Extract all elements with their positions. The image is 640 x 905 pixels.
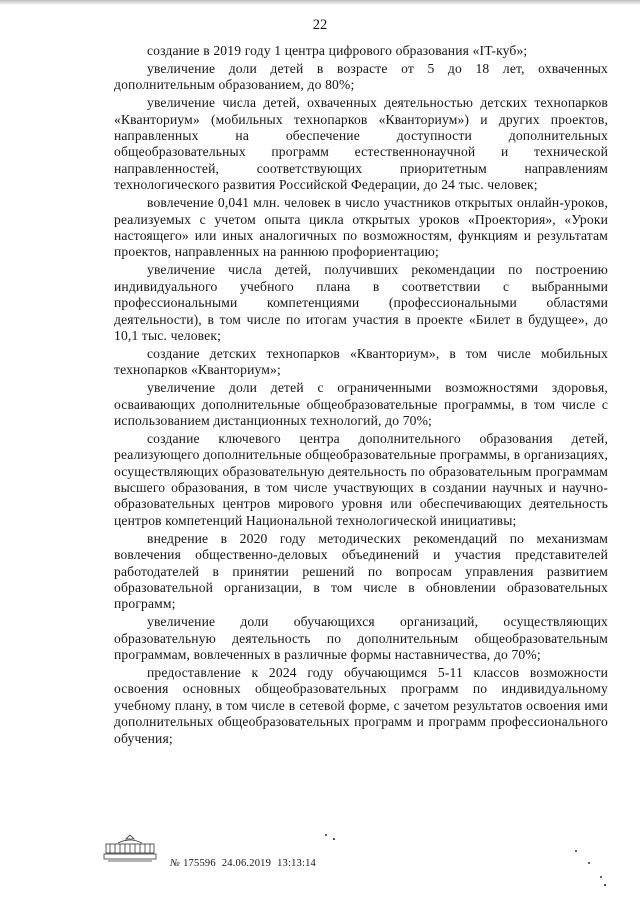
paragraph-10: увеличение доли обучающихся организаций, осуществляющих образовательную деятельность по дополнительным общеобразовательным программам, вовлеченных в различные формы наставничества, до 70%; xyxy=(114,614,608,663)
scan-edge xyxy=(0,0,640,5)
scan-speck xyxy=(604,884,606,886)
paragraph-6: создание детских технопарков «Кванториум», в том числе мобильных технопарков «Кванториум»; xyxy=(114,345,608,378)
document-body xyxy=(114,43,608,749)
scan-speck xyxy=(325,834,327,836)
paragraph-7: увеличение доли детей с ограниченными возможностями здоровья, осваивающих дополнительные общеобразовательные программы, в том числе с использованием дистанционных технологий, до 70%; xyxy=(114,380,608,428)
document-number: 175596 xyxy=(183,858,216,869)
paragraph-4: вовлечение 0,041 млн. человек в число участников открытых онлайн-уроков, реализуемых с учетом опыта цикла открытых уроков «Проектория», «Уроки настоящего» или иных аналогичных по возможностям, функциям и результатам проектов, направленных на раннюю профориентацию; xyxy=(114,195,608,260)
government-seal-icon xyxy=(100,833,160,863)
paragraph-11: предоставление к 2024 году обучающимся 5-11 классов возможности освоения основных общеобразовательных программ по индивидуальному учебному плану, в том числе в сетевой форме, с зачетом результатов освоения ими дополнительных общеобразовательных программ и программ профессионального обучения; xyxy=(114,665,608,746)
document-footer xyxy=(0,828,640,905)
paragraph-1: создание в 2019 году 1 центра цифрового образования «IT-куб»; xyxy=(147,43,528,58)
page-number: 22 xyxy=(312,17,328,33)
paragraph-5: увеличение числа детей, получивших рекомендации по построению индивидуального учебного плана в соответствии с выбранными профессиональными компетенциями (профессиональными областями деятельности), в том числе по итогам участия в проекте «Билет в будущее», до 10,1 тыс. человек; xyxy=(114,262,608,343)
scan-speck xyxy=(333,838,335,840)
paragraph-2: увеличение доли детей в возрасте от 5 до 18 лет, охваченных дополнительным образованием, до 80%; xyxy=(114,60,608,93)
scan-speck xyxy=(588,862,590,864)
document-date: 24.06.2019 xyxy=(221,858,272,869)
paragraph-8: создание ключевого центра дополнительного образования детей, реализующего дополнительные общеобразовательные программы, в организациях, осуществляющих образовательную деятельность по образовательным программам высшего образования, в том числе участвующих в создании научных и научно-образовательных центров мирового уровня или обеспечивающих деятельность центров компетенций Национальной технологической инициативы; xyxy=(114,430,608,528)
number-sign: № xyxy=(170,858,181,869)
scan-speck xyxy=(575,850,577,852)
document-registration-stamp xyxy=(170,858,316,869)
document-time: 13:13:14 xyxy=(277,858,316,869)
paragraph-3: увеличение числа детей, охваченных деятельностью детских технопарков «Кванториум» (мобильных технопарков «Кванториум») и других проектов, направленных на обеспечение доступности дополнительных общеобразовательных программ естественнонаучной и технической направленностей, соответствующих приоритетным направлениям технологического развития Российской Федерации, до 24 тыс. человек; xyxy=(114,95,608,193)
scan-speck xyxy=(600,876,602,878)
paragraph-9: внедрение в 2020 году методических рекомендаций по механизмам вовлечения общественно-деловых объединений и участия представителей работодателей в принятии решений по вопросам управления развитием образовательной организации, в том числе в обновлении образовательных программ; xyxy=(114,530,608,612)
